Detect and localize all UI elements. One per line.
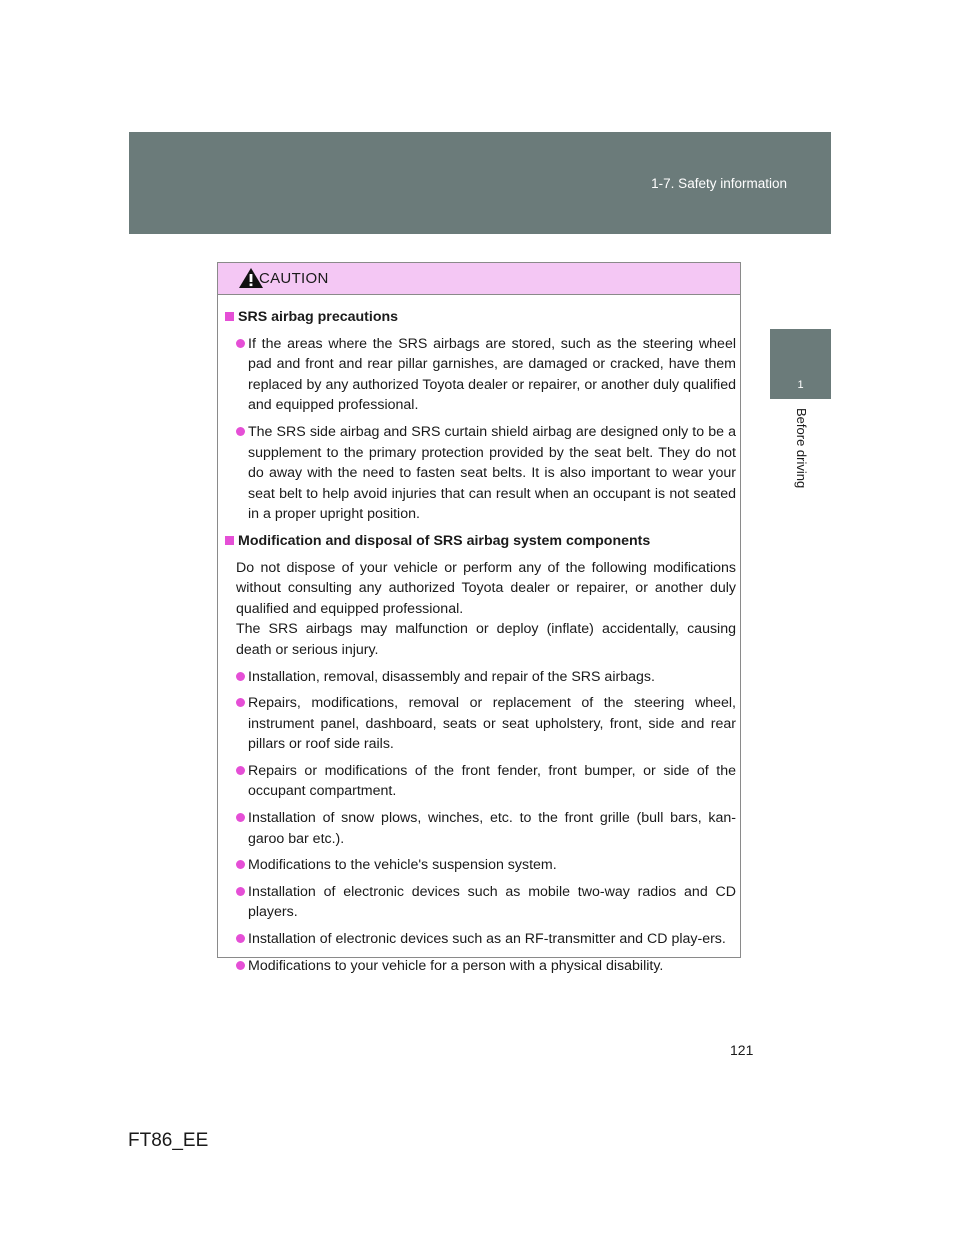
list-item: Installation of electronic devices such as mobile two-way radios and CD players. [224,882,736,923]
caution-header [218,263,740,295]
square-bullet-icon [225,312,234,321]
round-bullet-icon [236,672,245,681]
round-bullet-icon [236,766,245,775]
round-bullet-icon [236,427,245,436]
caution-box [217,262,741,974]
chapter-label-container [791,408,811,508]
list-item: Installation, removal, disassembly and repair of the SRS airbags. [224,667,736,688]
section-title: 1-7. Safety information [651,176,787,191]
caution-heading: CAUTION [259,270,329,287]
round-bullet-icon [236,961,245,970]
caution-body [218,295,740,976]
round-bullet-icon [236,934,245,943]
chapter-label: Before driving [794,408,809,489]
list-item: Repairs or modifications of the front fender, front bumper, or side of the occupant compartment. [224,761,736,802]
section-heading-srs-precautions: SRS airbag precautions [224,307,736,328]
round-bullet-icon [236,813,245,822]
document-code: FT86_EE [128,1130,209,1151]
list-item: Repairs, modifications, removal or replacement of the steering wheel, instrument panel, dashboard, seats or seat upholstery, front, side and rear pillars or roof side rails. [224,693,736,755]
list-item: Modifications to your vehicle for a person with a physical disability. [224,956,736,977]
round-bullet-icon [236,887,245,896]
list-item: If the areas where the SRS airbags are stored, such as the steering wheel pad and front and rear pillar garnishes, are damaged or cracked, have them replaced by any authorized Toyota dealer or repairer, or another duly qualified and equipped professional. [224,334,736,416]
round-bullet-icon [236,698,245,707]
list-item: Installation of electronic devices such as an RF-transmitter and CD play-ers. [224,929,736,950]
section-heading-modification-disposal: Modification and disposal of SRS airbag system components [224,531,736,552]
list-item: The SRS side airbag and SRS curtain shield airbag are designed only to be a supplement to the primary protection provided by the seat belt. They do not do away with the need to fasten seat belts. It is also important to wear your seat belt to help avoid injuries that can result when an occupant is not seated in a proper upright position. [224,422,736,525]
round-bullet-icon [236,339,245,348]
list-item: Modifications to the vehicle's suspension system. [224,855,736,876]
list-item: Installation of snow plows, winches, etc. to the front grille (bull bars, kan-garoo bar etc.). [224,808,736,849]
header-band [129,132,831,234]
paragraph: Do not dispose of your vehicle or perform any of the following modifications without consulting any authorized Toyota dealer or repairer, or another duly qualified and equipped professional. The SRS airbags may malfunction or deploy (inflate) accidentally, causing death or serious injury. [236,559,736,658]
page-number: 121 [730,1042,754,1058]
round-bullet-icon [236,860,245,869]
chapter-tab [770,329,831,399]
square-bullet-icon [225,536,234,545]
chapter-number: 1 [797,379,804,391]
